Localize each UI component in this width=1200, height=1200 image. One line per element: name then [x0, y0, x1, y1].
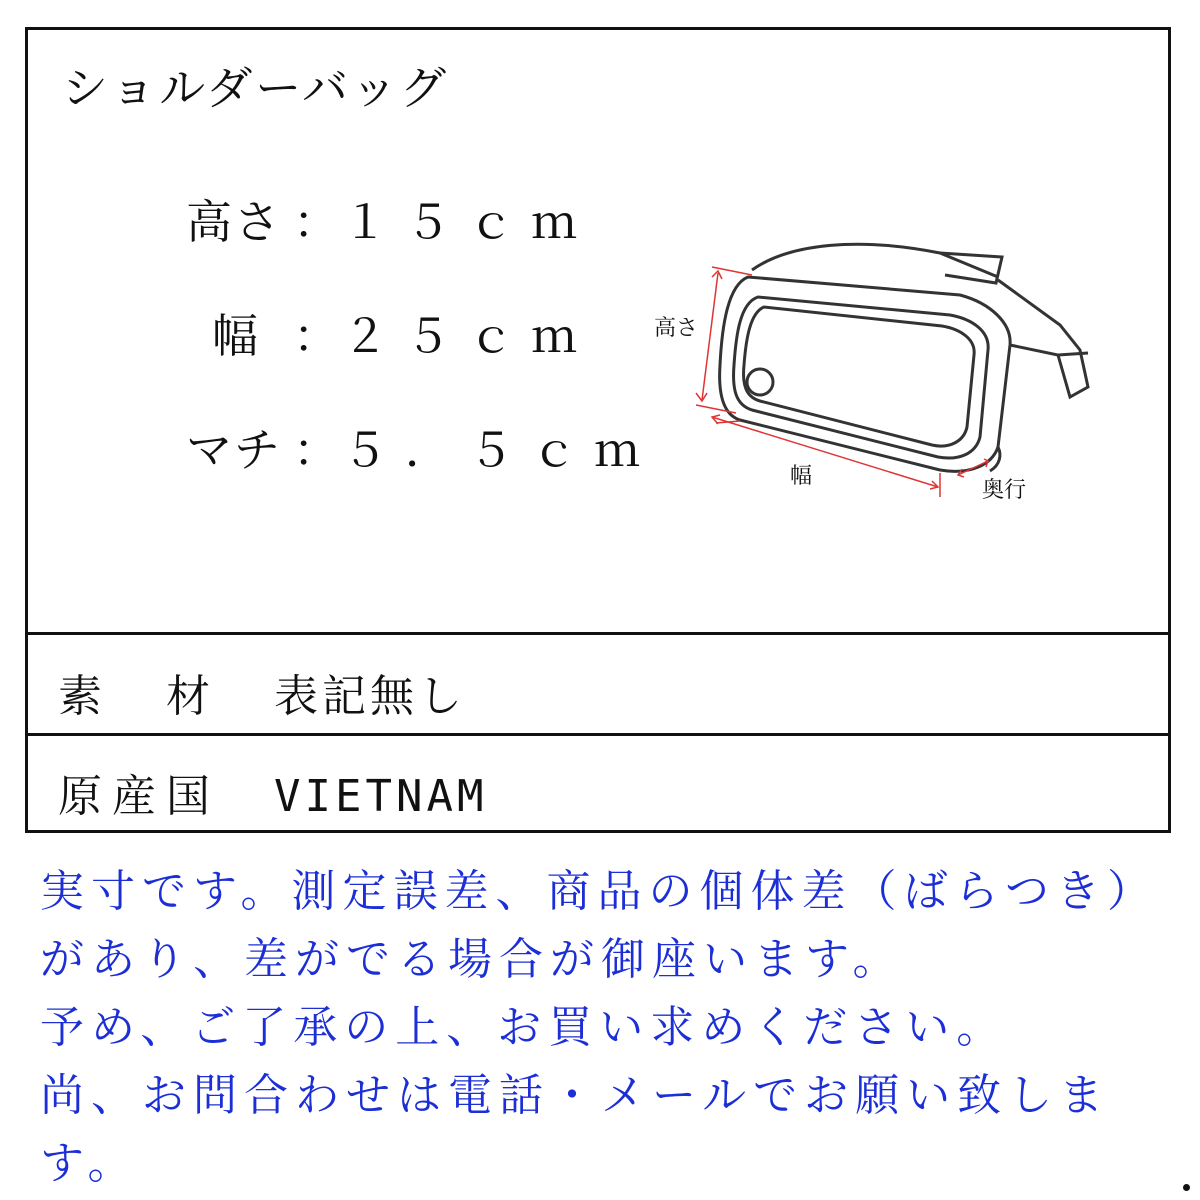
spec-width-label: 幅 [212, 309, 260, 363]
note-line: 予め、ご了承の上、お買い求めください。 [40, 1002, 1008, 1053]
spec-depth-value: ５．５ｃｍ [342, 423, 657, 477]
bag-strap-top [752, 244, 998, 277]
height-ext-bottom [696, 405, 736, 413]
origin-label: 原産国 [58, 771, 220, 822]
bag-inner-panel [744, 307, 975, 446]
spec-height-colon: ： [293, 195, 339, 249]
spec-depth-colon: ： [293, 423, 339, 477]
spec-height-label: 高さ [186, 195, 282, 249]
spec-width [186, 300, 594, 366]
diagram-label-depth: 奥行 [982, 478, 1027, 503]
bag-diagram [640, 225, 1110, 525]
material-label: 素 材 [58, 671, 220, 722]
bag-button [747, 369, 773, 395]
note-line: があり、差がでる場合が御座います。 [40, 934, 904, 985]
depth-arrow [958, 461, 988, 475]
width-ext-left [716, 421, 740, 423]
spec-depth [186, 414, 657, 480]
origin-value: VIETNAM [274, 771, 488, 822]
product-title: ショルダーバッグ [62, 61, 449, 115]
corner-dot [1183, 1184, 1190, 1191]
note-line: 尚、お問合わせは電話・メールでお願い致しま [40, 1070, 1111, 1121]
divider-material [25, 632, 1171, 635]
spec-height-value: １５ｃｍ [342, 195, 594, 249]
spec-depth-label: マチ [186, 423, 282, 477]
diagram-label-width: 幅 [790, 464, 813, 489]
material-value: 表記無し [274, 671, 466, 722]
spec-height [186, 186, 594, 252]
spec-width-colon: ： [293, 309, 339, 363]
bag-strap-right [998, 280, 1088, 397]
bag-strap-end [1058, 353, 1088, 355]
diagram-label-height: 高さ [654, 316, 699, 341]
measurement-notes [40, 858, 1190, 1198]
height-arrow [702, 273, 718, 400]
divider-origin [25, 733, 1171, 736]
spec-width-value: ２５ｃｍ [342, 309, 594, 363]
note-line: す。 [40, 1138, 139, 1189]
material-row [58, 660, 466, 724]
height-arrowheads [696, 271, 722, 401]
note-line: 実寸です。測定誤差、商品の個体差（ばらつき） [40, 866, 1159, 917]
origin-row [58, 760, 487, 824]
